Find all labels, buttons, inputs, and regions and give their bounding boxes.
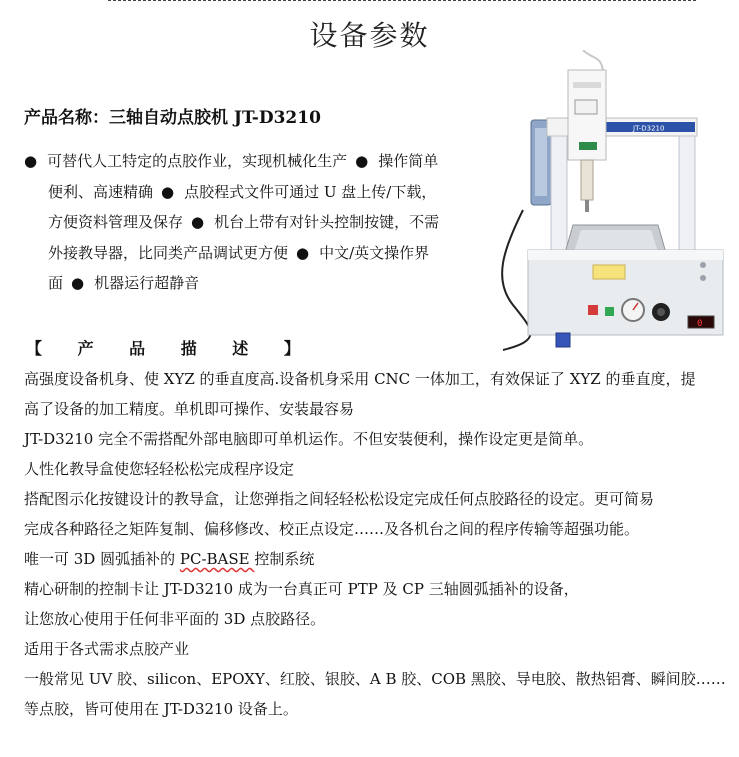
top-dashed-rule bbox=[108, 0, 696, 1]
feature-line bbox=[24, 207, 469, 238]
section-title-product-description: 【 产 品 描 述 】 bbox=[26, 339, 315, 358]
feature-line bbox=[24, 268, 469, 299]
description-line: 适用于各式需求点胶产业 bbox=[24, 640, 190, 658]
description-line: 搭配图示化按键设计的教导盒，让您弹指之间轻轻松松设定完成任何点胶路径的设定。更可简易 bbox=[24, 490, 655, 508]
gantry-label: JT-D3210 bbox=[633, 124, 665, 133]
feature-text: 便利、高速精确 bbox=[48, 182, 154, 201]
bullet-icon: ● bbox=[161, 182, 175, 201]
description-line: 人性化教导盒使您轻轻松松完成程序设定 bbox=[24, 460, 295, 478]
bullet-icon: ● bbox=[71, 274, 85, 292]
feature-line bbox=[24, 238, 469, 269]
product-name-label: 产品名称： bbox=[24, 108, 109, 128]
feature-text: 可替代人工特定的点胶作业，实现机械化生产 bbox=[47, 152, 348, 170]
feature-text: 中文/英文操作界 bbox=[319, 243, 430, 262]
feature-text: 机台上带有对针头控制按键，不需 bbox=[214, 213, 440, 231]
product-name bbox=[24, 103, 321, 128]
dispensing-machine-photo bbox=[483, 50, 728, 355]
display-readout: 0 bbox=[697, 319, 703, 329]
bullet-icon: ● bbox=[24, 152, 38, 170]
feature-text: 点胶程式文件可通过 U 盘上传/下载， bbox=[184, 182, 437, 201]
bullet-icon: ● bbox=[296, 243, 310, 262]
spellcheck-underlined-text: PC-BASE bbox=[179, 550, 255, 568]
description-line: 让您放心使用于任何非平面的 3D 点胶路径。 bbox=[24, 610, 326, 628]
feature-text: 操作简单 bbox=[378, 152, 439, 170]
description-line: 等点胶，皆可使用在 JT-D3210 设备上。 bbox=[24, 700, 298, 718]
description-line bbox=[24, 544, 724, 574]
description-line: JT-D3210 完全不需搭配外部电脑即可单机运作。不但安装便利，操作设定更是简单。 bbox=[24, 430, 594, 448]
description-line: 精心研制的控制卡让 JT-D3210 成为一台真正可 PTP 及 CP 三轴圆弧插补的设备， bbox=[24, 580, 579, 598]
feature-line bbox=[24, 177, 469, 208]
feature-text: 面 bbox=[48, 274, 64, 292]
description-line: 高了设备的加工精度。单机即可操作、安装最容易 bbox=[24, 400, 355, 418]
feature-text: 机器运行超静音 bbox=[94, 274, 200, 292]
feature-line bbox=[24, 146, 469, 177]
page-title: 设备参数 bbox=[309, 19, 430, 52]
feature-list bbox=[24, 146, 469, 299]
feature-text: 外接教导器，比同类产品调试更方便 bbox=[48, 243, 289, 262]
description-text: 控制系统 bbox=[254, 550, 315, 568]
bullet-icon: ● bbox=[355, 152, 369, 170]
description-line: 完成各种路径之矩阵复制、偏移修改、校正点设定……及各机台之间的程序传输等超强功能。 bbox=[24, 520, 640, 538]
feature-text: 方便资料管理及保存 bbox=[48, 213, 184, 231]
description-line: 高强度设备机身、使 XYZ 的垂直度高.设备机身采用 CNC 一体加工，有效保证了 XYZ 的垂直度，提 bbox=[24, 370, 696, 388]
description-text: 唯一可 3D 圆弧插补的 bbox=[24, 550, 180, 568]
bullet-icon: ● bbox=[191, 213, 205, 231]
description-line: 一般常见 UV 胶、silicon、EPOXY、红胶、银胶、A B 胶、COB 黑胶、导电胶、散热铝膏、瞬间胶…… bbox=[24, 670, 726, 688]
product-description bbox=[24, 364, 724, 724]
product-name-value: 三轴自动点胶机 JT-D3210 bbox=[109, 108, 321, 128]
